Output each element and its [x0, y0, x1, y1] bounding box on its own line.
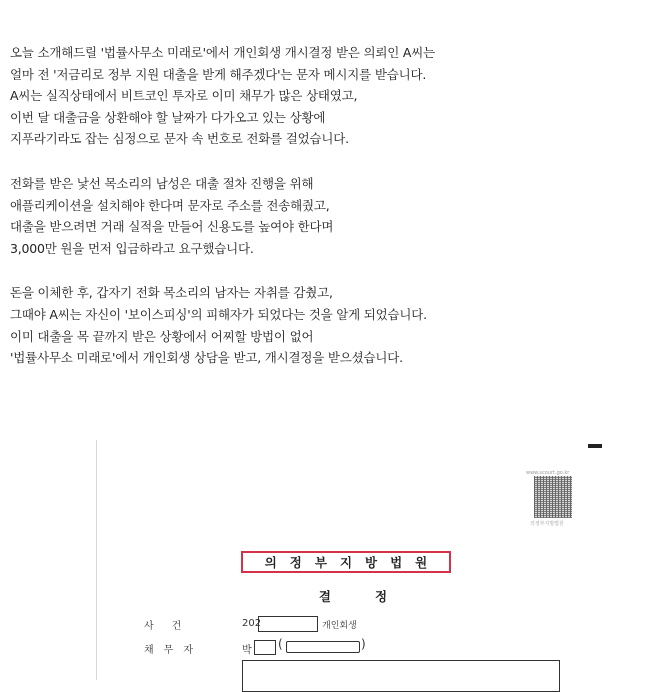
qr-code-icon — [534, 476, 572, 518]
text-line: '법률사무소 미래로'에서 개인회생 상담을 받고, 개시결정을 받으셨습니다. — [10, 350, 403, 366]
dash-mark — [588, 444, 602, 448]
text-line: 애플리케이션을 설치해야 한다며 문자로 주소를 전송해줬고, — [10, 197, 330, 213]
paren-open: ( — [278, 637, 283, 651]
debtor-id-redacted-box — [286, 641, 360, 653]
court-decision-document — [96, 440, 610, 680]
document-edge — [96, 440, 97, 680]
decision-title: 결정 — [318, 589, 432, 604]
paren-close: ) — [361, 637, 366, 651]
text-line: 돈을 이체한 후, 갑자기 전화 목소리의 남자는 자취를 감췄고, — [10, 285, 333, 301]
address-redacted-box — [242, 660, 560, 692]
text-line: 이번 달 대출금을 상환해야 할 날짜가 다가오고 있는 상황에 — [10, 109, 326, 125]
qr-url-caption: www.scourt.go.kr — [526, 470, 570, 476]
case-year: 202 — [242, 618, 262, 629]
case-label: 사건 — [144, 621, 200, 632]
debtor-name-redacted-box — [254, 640, 276, 655]
court-name-box — [241, 551, 451, 573]
court-name: 의정부지방법원 — [264, 555, 441, 570]
text-line: A씨는 실직상태에서 비트코인 투자로 이미 채무가 많은 상태였고, — [10, 88, 358, 104]
text-line: 그때야 A씨는 자신이 '보이스피싱'의 피해자가 되었다는 것을 알게 되었습니다. — [10, 306, 427, 322]
text-line: 이미 대출을 목 끝까지 받은 상황에서 어찌할 방법이 없어 — [10, 328, 314, 344]
paragraph-1 — [10, 42, 650, 150]
text-line: 지푸라기라도 잡는 심정으로 문자 속 번호로 전화를 걸었습니다. — [10, 131, 349, 147]
text-line: 3,000만 원을 먼저 입금하라고 요구했습니다. — [10, 240, 254, 256]
text-line: 오늘 소개해드릴 '법률사무소 미래로'에서 개인회생 개시결정 받은 의뢰인 A씨는 — [10, 45, 436, 60]
debtor-label: 채무자 — [144, 645, 203, 656]
case-type: 개인회생 — [322, 621, 357, 631]
article-body — [10, 42, 650, 392]
text-line: 얼마 전 '저금리로 정부 지원 대출을 받게 해주겠다'는 문자 메시지를 받습니다. — [10, 66, 427, 82]
case-number-redacted-box — [258, 616, 318, 632]
text-line: 대출을 받으려면 거래 실적을 만들어 신용도를 높여야 한다며 — [10, 219, 334, 235]
qr-caption: 의정부지방법원 — [530, 521, 564, 527]
paragraph-3 — [10, 282, 650, 368]
debtor-surname: 박 — [242, 645, 252, 656]
text-line: 전화를 받은 낯선 목소리의 남성은 대출 절차 진행을 위해 — [10, 175, 314, 191]
paragraph-2 — [10, 173, 650, 259]
